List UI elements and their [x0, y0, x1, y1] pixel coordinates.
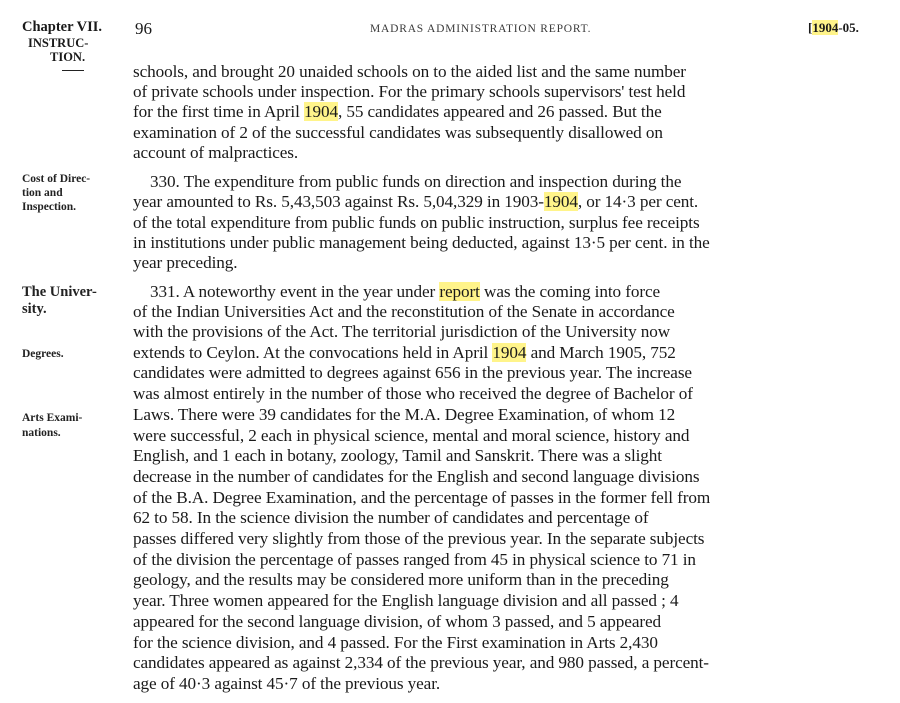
para-331-line-2: of the Indian Universities Act and the reconstitution of the Senate in accordance	[133, 302, 675, 321]
year-start-highlight: 1904	[812, 20, 839, 35]
para-331-line-7: Laws. There were 39 candidates for the M.A. Degree Examination, of whom 12	[133, 405, 676, 424]
para-331-line-10: decrease in the number of candidates for the English and second language divisions	[133, 467, 700, 486]
para-331-line-6: was almost entirely in the number of those who received the degree of Bachelor of	[133, 384, 693, 403]
page-number: 96	[135, 19, 152, 38]
chapter-label: Chapter VII.	[22, 19, 103, 35]
running-title: MADRAS ADMINISTRATION REPORT.	[370, 23, 592, 35]
sidenote-cost-line3: Inspection.	[22, 201, 76, 213]
para-331-line-8: were successful, 2 each in physical science, mental and moral science, history and	[133, 426, 690, 445]
body-line-2: of private schools under inspection. For the primary schools supervisors' test held	[133, 82, 686, 101]
para-330-line-3: of the total expenditure from public funds on public instruction, surplus fee receipts	[133, 213, 700, 232]
highlight-report: report	[439, 282, 480, 301]
sidenote-cost-line2: tion and	[22, 187, 63, 199]
para-331-line-12: 62 to 58. In the science division the number of candidates and percentage of	[133, 508, 649, 527]
para-331-line-19: candidates appeared as against 2,334 of the previous year, and 980 passed, a percent-	[133, 653, 709, 672]
para-330-line-2: year amounted to Rs. 5,43,503 against Rs. 5,04,329 in 1903-1904, or 14·3 per cent.	[133, 192, 699, 211]
section-label-line1: INSTRUC-	[28, 36, 89, 50]
para-331-line-3: with the provisions of the Act. The territorial jurisdiction of the University now	[133, 322, 671, 341]
para-330-line-5: year preceding.	[133, 253, 238, 272]
para-331-line-14: of the division the percentage of passes ranged from 45 in physical science to 71 in	[133, 550, 696, 569]
para-331-line-5: candidates were admitted to degrees against 656 in the previous year. The increase	[133, 363, 692, 382]
para-331-line-4: extends to Ceylon. At the convocations held in April 1904 and March 1905, 752	[133, 343, 676, 362]
para-331-line-15: geology, and the results may be considered more uniform than in the preceding	[133, 570, 669, 589]
section-label-line2: TION.	[50, 50, 86, 64]
para-331-line-18: for the science division, and 4 passed. For the First examination in Arts 2,430	[133, 633, 658, 652]
para-331-line-9: English, and 1 each in botany, zoology, Tamil and Sanskrit. There was a slight	[133, 446, 662, 465]
sidenote-arts-line2: nations.	[22, 427, 61, 439]
body-line-5: account of malpractices.	[133, 143, 299, 162]
highlight-1904: 1904	[492, 343, 527, 362]
report-year	[808, 20, 859, 36]
year-bracket: [	[808, 20, 813, 35]
sidenote-university-line1: The Univer-	[22, 284, 97, 300]
body-line-3: for the first time in April 1904, 55 candidates appeared and 26 passed. But the	[133, 102, 662, 121]
para-331-line-1: 331. A noteworthy event in the year under report was the coming into force	[150, 282, 661, 301]
para-331-line-17: appeared for the second language division, of whom 3 passed, and 5 appeared	[133, 612, 661, 631]
para-331-line-20: age of 40·3 against 45·7 of the previous year.	[133, 674, 441, 693]
body-line-4: examination of 2 of the successful candidates was subsequently disallowed on	[133, 123, 663, 142]
sidenote-arts-line1: Arts Exami-	[22, 412, 83, 424]
highlight-1904: 1904	[303, 102, 338, 121]
para-331-line-16: year. Three women appeared for the English language division and all passed ; 4	[133, 591, 679, 610]
para-330-line-4: in institutions under public management being deducted, against 13·5 per cent. in the	[133, 233, 710, 252]
para-331-line-11: of the B.A. Degree Examination, and the percentage of passes in the former fell from	[133, 488, 711, 507]
para-330-line-1: 330. The expenditure from public funds on direction and inspection during the	[150, 172, 682, 191]
highlight-1904: 1904	[543, 192, 578, 211]
sidenote-cost-line1: Cost of Direc-	[22, 173, 91, 185]
body-line-1: schools, and brought 20 unaided schools on to the aided list and the same number	[133, 62, 686, 81]
para-331-line-13: passes differed very slightly from those of the previous year. In the separate subjects	[133, 529, 705, 548]
section-rule	[62, 70, 84, 71]
sidenote-degrees: Degrees.	[22, 348, 64, 360]
year-end: -05.	[838, 20, 859, 35]
sidenote-university-line2: sity.	[22, 301, 47, 317]
